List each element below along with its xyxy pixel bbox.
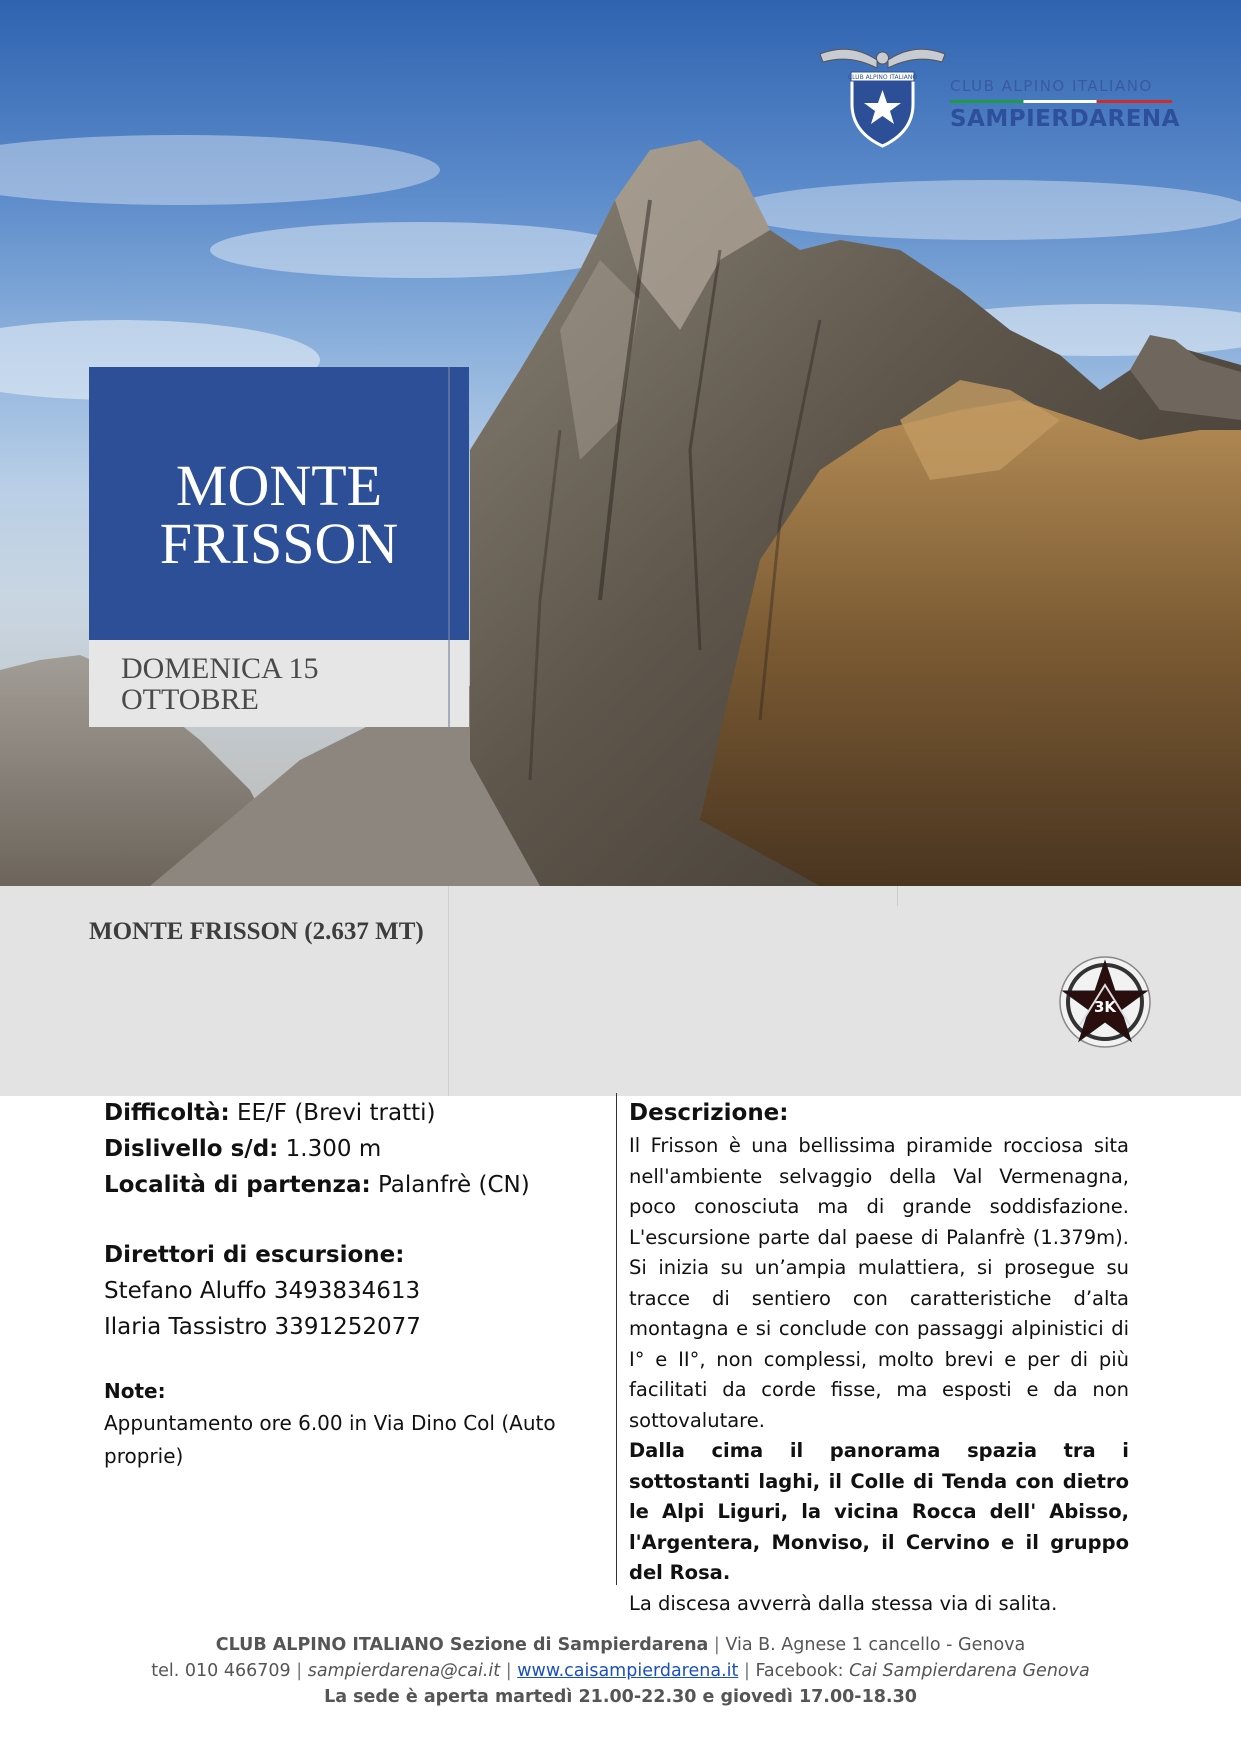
start-value: Palanfrè (CN) xyxy=(370,1172,530,1198)
director-1: Stefano Aluffo 3493834613 xyxy=(104,1278,421,1304)
footer-line-1 xyxy=(0,1632,1241,1658)
footer-website-link[interactable]: www.caisampierdarena.it xyxy=(517,1661,739,1681)
org-section: SAMPIERDARENA xyxy=(950,106,1180,132)
band-divider xyxy=(448,886,449,1096)
description-paragraph-2: Dalla cima il panorama spazia tra i sottostanti laghi, il Colle di Tenda con dietro le Alpi Liguri, la vicina Rocca dell' Abisso, l'Argentera, Monviso, il Cervino e il gruppo del Rosa. xyxy=(629,1439,1129,1584)
event-date xyxy=(121,653,421,715)
description-paragraph-3: La discesa avverrà dalla stessa via di salita. xyxy=(629,1591,1058,1615)
elevation-value: 1.300 m xyxy=(278,1136,382,1162)
column-divider xyxy=(616,1093,617,1585)
footer-org: CLUB ALPINO ITALIANO Sezione di Sampierdarena xyxy=(215,1635,709,1655)
difficulty-value: EE/F (Brevi tratti) xyxy=(229,1100,436,1126)
badge-text: 3K xyxy=(1093,998,1117,1016)
footer-facebook-label: Facebook: xyxy=(755,1661,844,1681)
start-label: Località di partenza: xyxy=(104,1172,371,1198)
footer xyxy=(0,1632,1241,1710)
director-2: Ilaria Tassistro 3391252077 xyxy=(104,1314,421,1340)
footer-hours: La sede è aperta martedì 21.00-22.30 e giovedì 17.00-18.30 xyxy=(324,1687,917,1707)
cai-logo xyxy=(815,42,1180,152)
difficulty-label: Difficoltà: xyxy=(104,1100,230,1126)
footer-email[interactable]: sampierdarena@cai.it xyxy=(307,1661,501,1681)
date-line-2: OTTOBRE xyxy=(121,683,259,716)
emblem-ribbon-text: CLUB ALPINO ITALIANO xyxy=(847,74,918,81)
cai-eagle-emblem-icon xyxy=(815,42,950,152)
footer-facebook-value: Cai Sampierdarena Genova xyxy=(849,1661,1090,1681)
footer-line-2 xyxy=(0,1658,1241,1684)
details-column xyxy=(104,1095,624,1473)
start-row xyxy=(104,1167,624,1203)
subtitle-band xyxy=(0,886,1241,1096)
star-3k-badge-icon xyxy=(1058,955,1152,1049)
tricolor-rule xyxy=(950,100,1172,103)
footer-line-3 xyxy=(0,1684,1241,1710)
title-line-1: MONTE xyxy=(175,453,383,518)
title-separator xyxy=(448,367,450,727)
elevation-row xyxy=(104,1131,624,1167)
directors-heading: Direttori di escursione: xyxy=(104,1242,405,1268)
difficulty-row xyxy=(104,1095,624,1131)
footer-separator: | xyxy=(713,1635,720,1655)
band-divider xyxy=(897,886,898,906)
elevation-label: Dislivello s/d: xyxy=(104,1136,279,1162)
org-name: CLUB ALPINO ITALIANO xyxy=(950,77,1153,95)
description-heading: Descrizione: xyxy=(629,1100,789,1126)
footer-separator: | xyxy=(743,1661,750,1681)
date-box xyxy=(89,640,469,727)
footer-separator: | xyxy=(296,1661,303,1681)
page-title xyxy=(89,453,469,576)
notes-heading: Note: xyxy=(104,1379,166,1403)
footer-phone: tel. 010 466709 xyxy=(151,1661,291,1681)
page-subtitle: MONTE FRISSON (2.637 MT) xyxy=(89,918,424,945)
notes-text: Appuntamento ore 6.00 in Via Dino Col (Auto proprie) xyxy=(104,1411,556,1468)
title-box xyxy=(89,367,469,640)
description-column xyxy=(629,1095,1129,1619)
date-line-1: DOMENICA 15 xyxy=(121,652,319,685)
description-paragraph-1: Il Frisson è una bellissima piramide rocciosa sita nell'ambiente selvaggio della Val Vermenagna, poco conosciuta ma di grande soddisfazione. L'escursione parte dal paese di Palanfrè (1.379m). Si inizia su un’ampia mulattiera, si prosegue su tracce di sentiero con caratteristiche d’alta montagna e si conclude con passaggi alpinistici di I° e II°, non complessi, molto brevi e per di più facilitati da corde fisse, ma esposti e da non sottovalutare. xyxy=(629,1134,1129,1432)
title-line-2: FRISSON xyxy=(159,511,399,576)
footer-separator: | xyxy=(505,1661,512,1681)
footer-address: Via B. Agnese 1 cancello - Genova xyxy=(725,1635,1026,1655)
